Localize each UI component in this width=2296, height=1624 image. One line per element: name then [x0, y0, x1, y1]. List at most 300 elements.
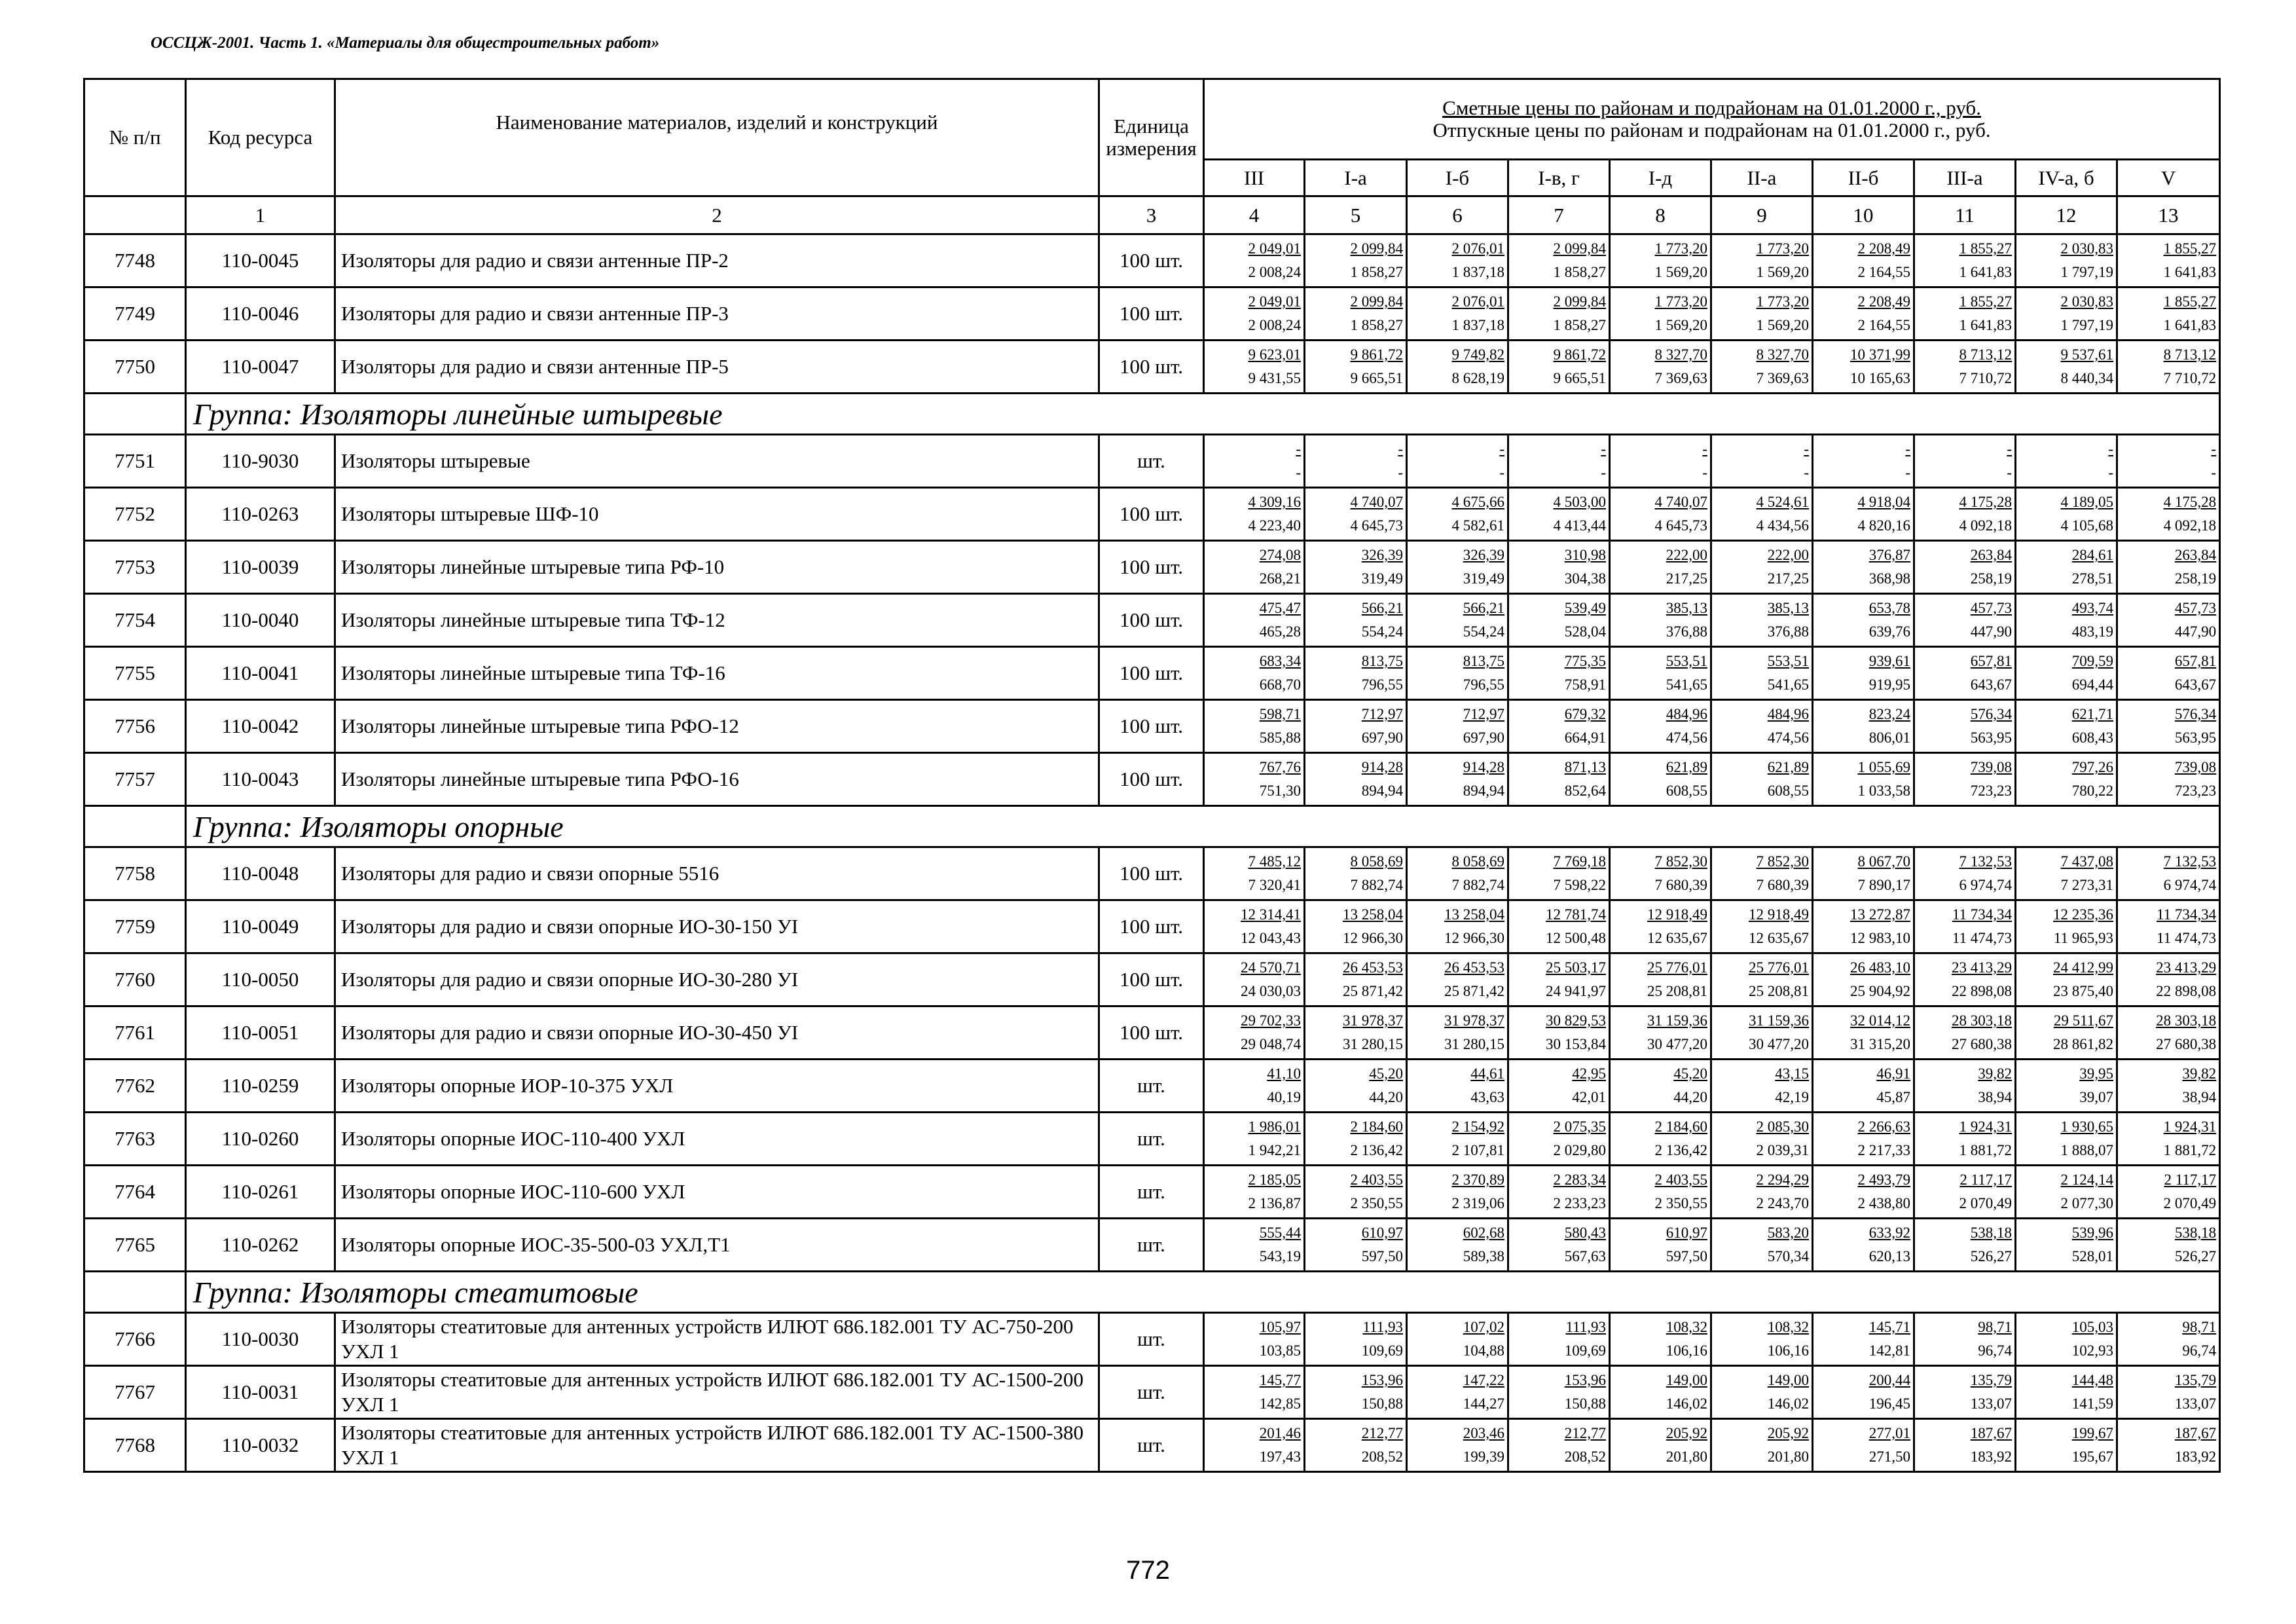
- estimate-price: 43,15: [1775, 1065, 1809, 1082]
- release-price: 39,07: [2079, 1089, 2113, 1105]
- release-price: 1 641,83: [2163, 317, 2217, 333]
- material-name: Изоляторы штыревые ШФ-10: [335, 488, 1099, 541]
- estimate-price: 2 076,01: [1451, 240, 1504, 257]
- release-price: 2 039,31: [1756, 1142, 1809, 1158]
- release-price: 25 904,92: [1850, 983, 1910, 999]
- release-price: -: [1499, 464, 1504, 481]
- estimate-price: 9 623,01: [1248, 346, 1301, 363]
- release-price: 465,28: [1259, 623, 1301, 640]
- release-price: 2 233,23: [1553, 1195, 1606, 1211]
- price-cell: [1914, 753, 2016, 806]
- group-title: Группа: Изоляторы опорные: [186, 806, 2220, 847]
- material-name: Изоляторы линейные штыревые типа ТФ-12: [335, 594, 1099, 647]
- release-price: 597,50: [1666, 1248, 1707, 1264]
- estimate-price: 199,67: [2071, 1425, 2113, 1441]
- price-cell: [1610, 647, 1711, 700]
- release-price: 7 680,39: [1756, 877, 1809, 893]
- estimate-price: 1 773,20: [1756, 240, 1809, 257]
- release-price: 4 434,56: [1756, 517, 1809, 534]
- material-name: Изоляторы линейные штыревые типа ТФ-16: [335, 647, 1099, 700]
- header-region: I-а: [1305, 160, 1407, 196]
- release-price: 141,59: [2071, 1395, 2113, 1412]
- release-price: 723,23: [2174, 783, 2217, 799]
- estimate-price: 111,93: [1565, 1319, 1606, 1335]
- release-price: 1 942,21: [1248, 1142, 1301, 1158]
- estimate-price: 621,89: [1666, 759, 1707, 775]
- release-price: 4 820,16: [1857, 517, 1910, 534]
- release-price: 43,63: [1470, 1089, 1504, 1105]
- release-price: 102,93: [2071, 1342, 2113, 1359]
- release-price: 1 797,19: [2060, 317, 2113, 333]
- header-no: № п/п: [84, 79, 186, 196]
- release-price: 563,95: [2174, 729, 2217, 746]
- price-cell: [2016, 1219, 2117, 1272]
- estimate-price: 553,51: [1666, 653, 1707, 669]
- estimate-price: 149,00: [1666, 1372, 1707, 1388]
- release-price: 1 569,20: [1654, 317, 1707, 333]
- release-price: 25 208,81: [1749, 983, 1809, 999]
- release-price: 894,94: [1361, 783, 1403, 799]
- material-name: Изоляторы линейные штыревые типа РФО-16: [335, 753, 1099, 806]
- release-price: 1 569,20: [1756, 264, 1809, 280]
- estimate-price: 9 861,72: [1350, 346, 1403, 363]
- release-price: 196,45: [1868, 1395, 1910, 1412]
- price-cell: [2016, 1419, 2117, 1472]
- estimate-price: 25 503,17: [1546, 959, 1606, 976]
- price-cell: [1204, 594, 1305, 647]
- price-cell: [1610, 1313, 1711, 1366]
- price-cell: [1305, 753, 1407, 806]
- price-cell: [1305, 435, 1407, 488]
- price-cell: [1813, 1219, 1914, 1272]
- release-price: -: [1601, 464, 1606, 481]
- material-name: Изоляторы стеатитовые для антенных устройств ИЛЮТ 686.182.001 ТУ АС-750-200 УХЛ 1: [335, 1313, 1099, 1366]
- release-price: 1 797,19: [2060, 264, 2113, 280]
- release-price: 554,24: [1463, 623, 1504, 640]
- price-cell: [1813, 488, 1914, 541]
- release-price: 12 966,30: [1343, 930, 1403, 946]
- release-price: 751,30: [1259, 783, 1301, 799]
- group-title: Группа: Изоляторы стеатитовые: [186, 1272, 2220, 1313]
- resource-code: 110-0047: [186, 341, 335, 394]
- column-number: 13: [2117, 196, 2220, 234]
- estimate-price: 493,74: [2071, 600, 2113, 616]
- estimate-price: 2 208,49: [1857, 293, 1910, 310]
- resource-code: 110-0263: [186, 488, 335, 541]
- release-price: 2 164,55: [1857, 264, 1910, 280]
- price-cell: [1305, 647, 1407, 700]
- release-price: -: [1804, 464, 1809, 481]
- resource-code: 110-0039: [186, 541, 335, 594]
- release-price: 563,95: [1970, 729, 2012, 746]
- estimate-price: 111,93: [1362, 1319, 1403, 1335]
- estimate-price: 683,34: [1259, 653, 1301, 669]
- unit-of-measure: 100 шт.: [1099, 647, 1204, 700]
- material-name: Изоляторы опорные ИОС-110-600 УХЛ: [335, 1166, 1099, 1219]
- price-cell: [1204, 847, 1305, 900]
- estimate-price: 914,28: [1463, 759, 1504, 775]
- estimate-price: 135,79: [2174, 1372, 2217, 1388]
- release-price: 103,85: [1259, 1342, 1301, 1359]
- estimate-price: 11 734,34: [2156, 906, 2217, 923]
- price-cell: [1914, 847, 2016, 900]
- release-price: 2 164,55: [1857, 317, 1910, 333]
- estimate-price: 1 924,31: [1959, 1118, 2012, 1135]
- release-price: 30 477,20: [1647, 1036, 1707, 1052]
- price-cell: [1610, 1366, 1711, 1419]
- resource-code: 110-0048: [186, 847, 335, 900]
- estimate-price: 9 537,61: [2060, 346, 2113, 363]
- resource-code: 110-0042: [186, 700, 335, 753]
- release-price: 142,85: [1259, 1395, 1301, 1412]
- price-cell: [1914, 953, 2016, 1006]
- price-cell: [1407, 287, 1508, 341]
- estimate-price: 1 855,27: [1959, 293, 2012, 310]
- release-price: 2 070,49: [2163, 1195, 2217, 1211]
- release-price: 796,55: [1361, 676, 1403, 693]
- material-name: Изоляторы для радио и связи опорные 5516: [335, 847, 1099, 900]
- resource-code: 110-0050: [186, 953, 335, 1006]
- table-row: [84, 435, 2220, 488]
- price-cell: [1813, 435, 1914, 488]
- price-cell: [1204, 1219, 1305, 1272]
- estimate-price: 29 702,33: [1241, 1012, 1301, 1029]
- release-price: 1 888,07: [2060, 1142, 2113, 1158]
- estimate-price: 9 861,72: [1553, 346, 1606, 363]
- release-price: 144,27: [1463, 1395, 1504, 1412]
- price-cell: [2117, 1060, 2220, 1113]
- estimate-price: 39,95: [2079, 1065, 2113, 1082]
- row-number: 7758: [84, 847, 186, 900]
- price-cell: [1508, 287, 1610, 341]
- estimate-price: 457,73: [1970, 600, 2012, 616]
- material-name: Изоляторы опорные ИОС-110-400 УХЛ: [335, 1113, 1099, 1166]
- estimate-price: 385,13: [1767, 600, 1809, 616]
- release-price: 217,25: [1666, 570, 1707, 587]
- release-price: -: [1398, 464, 1403, 481]
- estimate-price: 25 776,01: [1749, 959, 1809, 976]
- estimate-price: 621,89: [1767, 759, 1809, 775]
- price-cell: [2117, 900, 2220, 953]
- release-price: 201,80: [1666, 1449, 1707, 1465]
- price-cell: [1204, 541, 1305, 594]
- release-price: 24 030,03: [1241, 983, 1301, 999]
- estimate-price: 4 740,07: [1654, 494, 1707, 510]
- price-cell: [1914, 488, 2016, 541]
- release-price: 526,27: [2174, 1248, 2217, 1264]
- release-price: 9 665,51: [1350, 370, 1403, 386]
- release-price: 1 837,18: [1451, 264, 1504, 280]
- row-number: 7760: [84, 953, 186, 1006]
- release-price: 31 315,20: [1850, 1036, 1910, 1052]
- price-cell: [1508, 435, 1610, 488]
- estimate-price: 739,08: [2174, 759, 2217, 775]
- price-cell: [1914, 1366, 2016, 1419]
- price-cell: [1508, 700, 1610, 753]
- release-price: 7 710,72: [1959, 370, 2012, 386]
- material-name: Изоляторы для радио и связи антенные ПР-2: [335, 234, 1099, 287]
- resource-code: 110-0261: [186, 1166, 335, 1219]
- price-cell: [1711, 953, 1813, 1006]
- price-cell: [1407, 1313, 1508, 1366]
- material-name: Изоляторы для радио и связи опорные ИО-30-150 УI: [335, 900, 1099, 953]
- price-cell: [1711, 1060, 1813, 1113]
- estimate-price: 135,79: [1970, 1372, 2012, 1388]
- estimate-price: 580,43: [1564, 1225, 1606, 1241]
- estimate-price: 657,81: [1970, 653, 2012, 669]
- estimate-price: 310,98: [1564, 547, 1606, 563]
- price-cell: [1407, 1366, 1508, 1419]
- price-cell: [2016, 541, 2117, 594]
- price-cell: [1610, 488, 1711, 541]
- table-row: [84, 847, 2220, 900]
- group-empty-cell: [84, 806, 186, 847]
- release-price: 2 070,49: [1959, 1195, 2012, 1211]
- price-cell: [1508, 953, 1610, 1006]
- price-cell: [1914, 647, 2016, 700]
- price-cell: [1508, 1366, 1610, 1419]
- estimate-price: 1 855,27: [1959, 240, 2012, 257]
- estimate-price: 712,97: [1361, 706, 1403, 722]
- release-price: 664,91: [1564, 729, 1606, 746]
- row-number: 7752: [84, 488, 186, 541]
- release-price: 1 881,72: [1959, 1142, 2012, 1158]
- release-price: 30 153,84: [1546, 1036, 1606, 1052]
- estimate-price: 7 852,30: [1756, 853, 1809, 870]
- estimate-price: 42,95: [1572, 1065, 1606, 1082]
- price-cell: [2016, 647, 2117, 700]
- release-price: 608,43: [2071, 729, 2113, 746]
- estimate-price: -: [2211, 441, 2217, 457]
- unit-of-measure: шт.: [1099, 1419, 1204, 1472]
- header-region: II-а: [1711, 160, 1813, 196]
- estimate-price: 4 740,07: [1350, 494, 1403, 510]
- row-number: 7753: [84, 541, 186, 594]
- table-row: [84, 1166, 2220, 1219]
- release-price: 197,43: [1259, 1449, 1301, 1465]
- header-region: V: [2117, 160, 2220, 196]
- price-cell: [1204, 1419, 1305, 1472]
- release-price: 201,80: [1767, 1449, 1809, 1465]
- table-row: [84, 341, 2220, 394]
- estimate-price: 598,71: [1259, 706, 1301, 722]
- release-price: 1 858,27: [1350, 264, 1403, 280]
- release-price: 271,50: [1868, 1449, 1910, 1465]
- price-cell: [1407, 700, 1508, 753]
- release-price: 7 320,41: [1248, 877, 1301, 893]
- release-price: 758,91: [1564, 676, 1606, 693]
- release-price: -: [1296, 464, 1301, 481]
- header-prices: [1204, 79, 2220, 160]
- unit-of-measure: 100 шт.: [1099, 900, 1204, 953]
- price-cell: [1508, 541, 1610, 594]
- estimate-price: 46,91: [1876, 1065, 1910, 1082]
- price-cell: [1508, 1006, 1610, 1060]
- row-number: 7759: [84, 900, 186, 953]
- release-price: 217,25: [1767, 570, 1809, 587]
- row-number: 7763: [84, 1113, 186, 1166]
- release-price: 554,24: [1361, 623, 1403, 640]
- estimate-price: 12 235,36: [2053, 906, 2113, 923]
- estimate-price: 2 075,35: [1553, 1118, 1606, 1135]
- material-name: Изоляторы для радио и связи опорные ИО-30-450 УI: [335, 1006, 1099, 1060]
- estimate-price: 105,97: [1259, 1319, 1301, 1335]
- release-price: 304,38: [1564, 570, 1606, 587]
- row-number: 7749: [84, 287, 186, 341]
- estimate-price: 610,97: [1666, 1225, 1707, 1241]
- estimate-price: 28 303,18: [1952, 1012, 2012, 1029]
- table-row: [84, 1419, 2220, 1472]
- price-cell: [1610, 341, 1711, 394]
- estimate-price: 2 076,01: [1451, 293, 1504, 310]
- table-row: [84, 1006, 2220, 1060]
- price-cell: [2117, 1113, 2220, 1166]
- estimate-price: 212,77: [1361, 1425, 1403, 1441]
- price-cell: [1407, 1419, 1508, 1472]
- price-cell: [1305, 1366, 1407, 1419]
- price-cell: [1407, 234, 1508, 287]
- release-price: 258,19: [1970, 570, 2012, 587]
- release-price: 4 645,73: [1654, 517, 1707, 534]
- release-price: 2 136,42: [1350, 1142, 1403, 1158]
- release-price: 1 837,18: [1451, 317, 1504, 333]
- price-cell: [1711, 1113, 1813, 1166]
- estimate-price: 144,48: [2071, 1372, 2113, 1388]
- estimate-price: -: [1601, 441, 1606, 457]
- resource-code: 110-0259: [186, 1060, 335, 1113]
- estimate-price: 45,20: [1369, 1065, 1403, 1082]
- price-cell: [1711, 287, 1813, 341]
- release-price: 7 882,74: [1451, 877, 1504, 893]
- price-cell: [1914, 1166, 2016, 1219]
- release-price: 109,69: [1361, 1342, 1403, 1359]
- unit-of-measure: шт.: [1099, 1166, 1204, 1219]
- estimate-price: 4 675,66: [1451, 494, 1504, 510]
- release-price: 22 898,08: [1952, 983, 2012, 999]
- estimate-price: 2 030,83: [2060, 293, 2113, 310]
- price-cell: [1407, 753, 1508, 806]
- table-row: [84, 234, 2220, 287]
- estimate-price: 201,46: [1259, 1425, 1301, 1441]
- estimate-price: 8 058,69: [1451, 853, 1504, 870]
- price-cell: [1305, 1219, 1407, 1272]
- group-row: [84, 806, 2220, 847]
- price-cell: [1204, 1366, 1305, 1419]
- price-cell: [1508, 234, 1610, 287]
- release-price: 42,19: [1775, 1089, 1809, 1105]
- release-price: 268,21: [1259, 570, 1301, 587]
- release-price: 694,44: [2071, 676, 2113, 693]
- estimate-price: 2 049,01: [1248, 293, 1301, 310]
- column-number: 10: [1813, 196, 1914, 234]
- release-price: 8 628,19: [1451, 370, 1504, 386]
- estimate-price: 633,92: [1868, 1225, 1910, 1241]
- release-price: 643,67: [2174, 676, 2217, 693]
- release-price: 142,81: [1868, 1342, 1910, 1359]
- release-price: 7 273,31: [2060, 877, 2113, 893]
- row-number: 7767: [84, 1366, 186, 1419]
- release-price: 4 413,44: [1553, 517, 1606, 534]
- release-price: 2 008,24: [1248, 317, 1301, 333]
- release-price: 597,50: [1361, 1248, 1403, 1264]
- price-cell: [1407, 900, 1508, 953]
- header-region: III: [1204, 160, 1305, 196]
- release-price: 1 881,72: [2163, 1142, 2217, 1158]
- row-number: 7764: [84, 1166, 186, 1219]
- estimate-price: 576,34: [2174, 706, 2217, 722]
- group-row: [84, 394, 2220, 435]
- group-row: [84, 1272, 2220, 1313]
- release-price: 11 965,93: [2053, 930, 2113, 946]
- estimate-price: 98,71: [1978, 1319, 2012, 1335]
- estimate-price: 555,44: [1259, 1225, 1301, 1241]
- release-price: 4 105,68: [2060, 517, 2113, 534]
- release-price: 643,67: [1970, 676, 2012, 693]
- release-price: -: [2108, 464, 2113, 481]
- estimate-price: 263,84: [1970, 547, 2012, 563]
- price-cell: [1204, 287, 1305, 341]
- price-cell: [2117, 1419, 2220, 1472]
- price-cell: [1508, 488, 1610, 541]
- estimate-price: -: [1296, 441, 1301, 457]
- estimate-price: 610,97: [1361, 1225, 1403, 1241]
- release-price: 7 890,17: [1857, 877, 1910, 893]
- material-name: Изоляторы линейные штыревые типа РФ-10: [335, 541, 1099, 594]
- release-price: 199,39: [1463, 1449, 1504, 1465]
- release-price: 12 043,43: [1241, 930, 1301, 946]
- price-cell: [1914, 900, 2016, 953]
- estimate-price: 149,00: [1767, 1372, 1809, 1388]
- estimate-price: 147,22: [1463, 1372, 1504, 1388]
- price-cell: [1508, 1419, 1610, 1472]
- release-price: 9 665,51: [1553, 370, 1606, 386]
- estimate-price: 23 413,29: [2156, 959, 2217, 976]
- release-price: 1 033,58: [1857, 783, 1910, 799]
- estimate-price: 457,73: [2174, 600, 2217, 616]
- price-cell: [2016, 953, 2117, 1006]
- column-number: 3: [1099, 196, 1204, 234]
- release-price: 319,49: [1463, 570, 1504, 587]
- release-price: 7 369,63: [1756, 370, 1809, 386]
- estimate-price: -: [2108, 441, 2113, 457]
- estimate-price: 679,32: [1564, 706, 1606, 722]
- price-cell: [1407, 847, 1508, 900]
- estimate-price: 621,71: [2071, 706, 2113, 722]
- price-cell: [1407, 488, 1508, 541]
- release-price: 919,95: [1868, 676, 1910, 693]
- price-cell: [1204, 1006, 1305, 1060]
- release-price: 10 165,63: [1850, 370, 1910, 386]
- price-cell: [1711, 847, 1813, 900]
- estimate-price: 2 049,01: [1248, 240, 1301, 257]
- price-cell: [2117, 1166, 2220, 1219]
- resource-code: 110-0030: [186, 1313, 335, 1366]
- release-price: 45,87: [1876, 1089, 1910, 1105]
- unit-of-measure: шт.: [1099, 1060, 1204, 1113]
- column-number: 2: [335, 196, 1099, 234]
- estimate-price: 45,20: [1673, 1065, 1707, 1082]
- price-cell: [1914, 700, 2016, 753]
- release-price: 639,76: [1868, 623, 1910, 640]
- release-price: 526,27: [1970, 1248, 2012, 1264]
- column-number: 8: [1610, 196, 1711, 234]
- estimate-price: 98,71: [2182, 1319, 2217, 1335]
- release-price: 528,01: [2071, 1248, 2113, 1264]
- estimate-price: -: [1499, 441, 1504, 457]
- resource-code: 110-0049: [186, 900, 335, 953]
- header-region: I-б: [1407, 160, 1508, 196]
- estimate-price: 2 099,84: [1350, 240, 1403, 257]
